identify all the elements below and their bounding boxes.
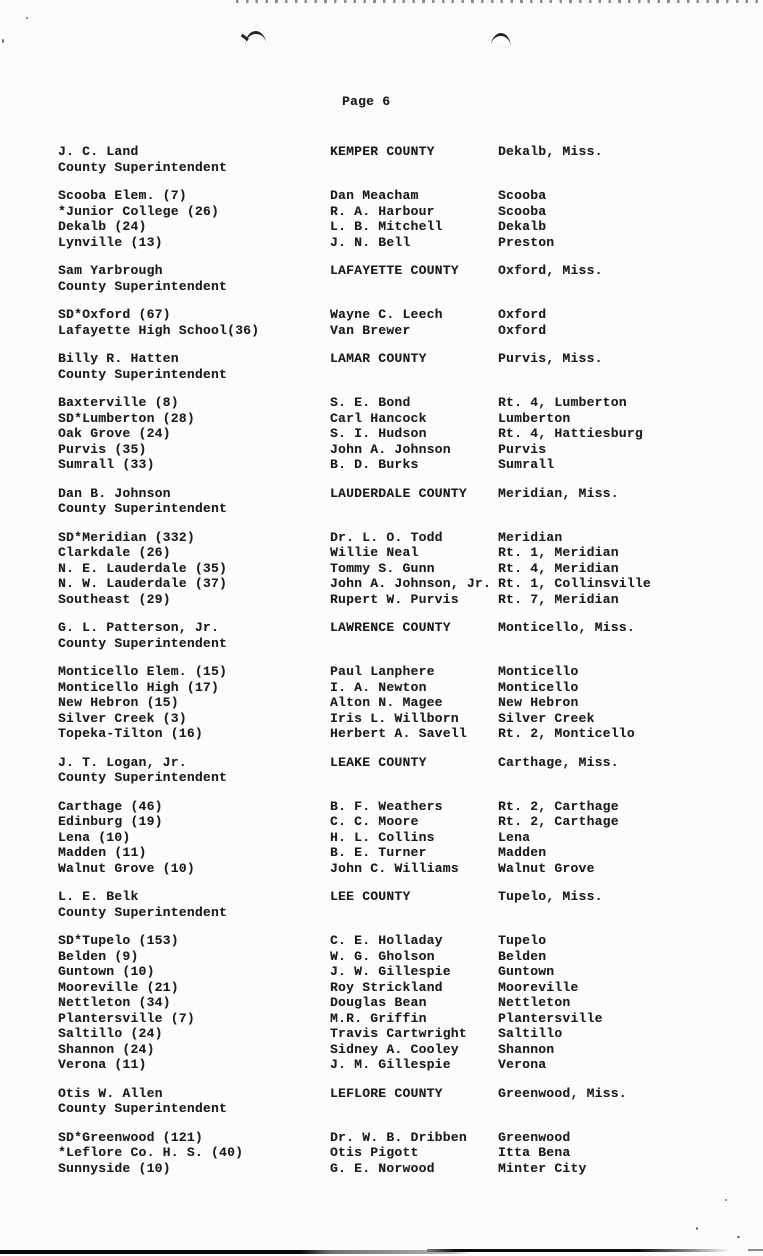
school-row xyxy=(0,426,763,442)
school-name: New Hebron (15) xyxy=(58,695,179,710)
superintendent-block xyxy=(0,755,763,786)
principal-name: B. F. Weathers xyxy=(330,798,443,814)
school-row xyxy=(0,995,763,1011)
superintendent-block xyxy=(0,1086,763,1117)
principal-name: Wayne C. Leech xyxy=(330,307,443,322)
principal-name: Travis Cartwright xyxy=(330,1026,467,1041)
school-row xyxy=(0,830,763,846)
school-row xyxy=(0,592,763,608)
school-name: SD*Oxford (67) xyxy=(58,307,171,322)
school-address: Rt. 1, Collinsville xyxy=(498,576,651,591)
school-address: Shannon xyxy=(498,1041,555,1057)
scan-speck xyxy=(696,1227,698,1230)
superintendent-title-row xyxy=(0,1101,763,1117)
school-name: Walnut Grove (10) xyxy=(58,860,195,876)
school-row xyxy=(0,799,763,815)
principal-name: Van Brewer xyxy=(330,322,411,338)
school-address: Purvis xyxy=(498,441,547,457)
principal-name: R. A. Harbour xyxy=(330,203,435,219)
school-address: Preston xyxy=(498,234,555,250)
county-seat: Carthage, Miss. xyxy=(498,754,619,770)
school-name: Edinburg (19) xyxy=(58,814,163,829)
county-group xyxy=(0,144,763,250)
school-row xyxy=(0,814,763,830)
school-name: Southeast (29) xyxy=(58,591,171,607)
principal-name: L. B. Mitchell xyxy=(330,219,443,234)
school-name: Sumrall (33) xyxy=(58,457,155,472)
county-name: LAUDERDALE COUNTY xyxy=(330,485,467,501)
principal-name: John A. Johnson, Jr. xyxy=(330,576,492,591)
school-row xyxy=(0,1130,763,1146)
superintendent-title-row xyxy=(0,501,763,517)
principal-name: H. L. Collins xyxy=(330,829,435,845)
school-address: Meridian xyxy=(498,529,563,545)
principal-name: Roy Strickland xyxy=(330,979,443,995)
pen-mark-arc-right xyxy=(491,32,512,47)
school-row xyxy=(0,1011,763,1027)
school-row xyxy=(0,545,763,561)
county-group xyxy=(0,351,763,473)
school-address: Minter City xyxy=(498,1160,587,1176)
school-list xyxy=(0,395,763,473)
principal-name: J. W. Gillespie xyxy=(330,964,451,979)
school-row xyxy=(0,845,763,861)
school-name: Nettleton (34) xyxy=(58,995,171,1010)
page-title: Page 6 xyxy=(342,94,391,109)
principal-name: Douglas Bean xyxy=(330,995,427,1010)
school-name: Saltillo (24) xyxy=(58,1026,163,1041)
school-address: Verona xyxy=(498,1057,547,1072)
school-address: Saltillo xyxy=(498,1026,563,1041)
superintendent-block xyxy=(0,263,763,294)
school-name: Baxterville (8) xyxy=(58,395,179,410)
county-name: KEMPER COUNTY xyxy=(330,144,435,159)
principal-name: S. I. Hudson xyxy=(330,426,427,441)
school-row xyxy=(0,1026,763,1042)
principal-name: Sidney A. Cooley xyxy=(330,1041,459,1057)
superintendent-title: County Superintendent xyxy=(58,1101,228,1116)
county-seat: Dekalb, Miss. xyxy=(498,144,603,159)
principal-name: John C. Williams xyxy=(330,860,459,876)
school-name: SD*Tupelo (153) xyxy=(58,933,179,948)
school-name: Scooba Elem. (7) xyxy=(58,188,187,203)
school-name: Belden (9) xyxy=(58,948,139,964)
principal-name: C. C. Moore xyxy=(330,814,419,829)
school-address: Rt. 1, Meridian xyxy=(498,545,619,560)
county-name: LEFLORE COUNTY xyxy=(330,1085,443,1101)
scan-speck xyxy=(2,39,4,43)
school-row xyxy=(0,411,763,427)
county-seat: Purvis, Miss. xyxy=(498,351,603,366)
principal-name: Otis Pigott xyxy=(330,1145,419,1160)
school-name: Purvis (35) xyxy=(58,441,147,457)
scan-speck xyxy=(26,17,28,19)
superintendent-title-row xyxy=(0,905,763,921)
bottom-scan-line xyxy=(0,1250,470,1254)
scan-speck xyxy=(737,1236,740,1238)
scan-speck xyxy=(725,1199,727,1201)
school-name: N. E. Lauderdale (35) xyxy=(58,560,228,576)
principal-name: John A. Johnson xyxy=(330,441,451,457)
principal-name: B. E. Turner xyxy=(330,845,427,860)
school-row xyxy=(0,323,763,339)
school-row xyxy=(0,726,763,742)
county-header-row xyxy=(0,620,763,636)
school-row xyxy=(0,576,763,592)
county-seat: Tupelo, Miss. xyxy=(498,889,603,904)
superintendent-name: Sam Yarbrough xyxy=(58,263,163,278)
school-row xyxy=(0,1161,763,1177)
school-address: Itta Bena xyxy=(498,1145,571,1160)
school-row xyxy=(0,980,763,996)
principal-name: Paul Lanphere xyxy=(330,664,435,679)
principal-name: Dr. W. B. Dribben xyxy=(330,1129,467,1145)
superintendent-block xyxy=(0,486,763,517)
principal-name: Dan Meacham xyxy=(330,188,419,203)
school-address: Nettleton xyxy=(498,995,571,1010)
superintendent-title-row xyxy=(0,279,763,295)
bottom-scan-line xyxy=(748,1249,763,1251)
county-name: LAFAYETTE COUNTY xyxy=(330,263,459,278)
school-list xyxy=(0,530,763,608)
school-address: Mooreville xyxy=(498,979,579,995)
school-address: Oxford xyxy=(498,322,547,338)
school-address: Rt. 2, Monticello xyxy=(498,726,635,741)
county-group xyxy=(0,755,763,877)
school-row xyxy=(0,235,763,251)
school-name: Verona (11) xyxy=(58,1057,147,1072)
school-list xyxy=(0,799,763,877)
bottom-scan-line xyxy=(427,1249,730,1252)
school-address: Rt. 2, Carthage xyxy=(498,798,619,814)
principal-name: I. A. Newton xyxy=(330,679,427,695)
superintendent-name: J. C. Land xyxy=(58,144,139,159)
principal-name: S. E. Bond xyxy=(330,395,411,410)
school-name: Silver Creek (3) xyxy=(58,710,187,726)
superintendent-title: County Superintendent xyxy=(58,366,228,382)
school-name: N. W. Lauderdale (37) xyxy=(58,576,228,591)
county-header-row xyxy=(0,755,763,771)
school-name: Mooreville (21) xyxy=(58,979,179,995)
school-name: Carthage (46) xyxy=(58,798,163,814)
superintendent-title-row xyxy=(0,160,763,176)
county-group xyxy=(0,889,763,1073)
county-name: LAMAR COUNTY xyxy=(330,351,427,366)
superintendent-title: County Superintendent xyxy=(58,770,228,785)
school-address: Belden xyxy=(498,948,547,964)
county-group xyxy=(0,620,763,742)
school-row xyxy=(0,964,763,980)
school-address: Tupelo xyxy=(498,933,547,948)
school-name: Lafayette High School(36) xyxy=(58,322,260,338)
directory xyxy=(0,144,763,1189)
principal-name: M.R. Griffin xyxy=(330,1010,427,1026)
school-row xyxy=(0,1042,763,1058)
pen-mark-arc-left xyxy=(244,30,266,46)
school-address: Rt. 4, Lumberton xyxy=(498,395,627,410)
school-name: Dekalb (24) xyxy=(58,219,147,234)
school-name: Guntown (10) xyxy=(58,964,155,979)
county-header-row xyxy=(0,486,763,502)
school-address: Madden xyxy=(498,845,547,860)
principal-name: B. D. Burks xyxy=(330,457,419,472)
school-name: Monticello Elem. (15) xyxy=(58,664,228,679)
school-name: SD*Meridian (332) xyxy=(58,529,195,545)
county-seat: Greenwood, Miss. xyxy=(498,1085,627,1101)
principal-name: J. N. Bell xyxy=(330,234,411,250)
school-address: Sumrall xyxy=(498,457,555,472)
county-header-row xyxy=(0,263,763,279)
principal-name: W. G. Gholson xyxy=(330,948,435,964)
school-address: Lumberton xyxy=(498,410,571,426)
county-name: LEE COUNTY xyxy=(330,889,411,904)
county-header-row xyxy=(0,144,763,160)
superintendent-title-row xyxy=(0,770,763,786)
school-row xyxy=(0,664,763,680)
principal-name: Alton N. Magee xyxy=(330,695,443,710)
school-list xyxy=(0,664,763,742)
superintendent-name: Dan B. Johnson xyxy=(58,485,171,501)
principal-name: C. E. Holladay xyxy=(330,933,443,948)
superintendent-title: County Superintendent xyxy=(58,278,228,294)
principal-name: Willie Neal xyxy=(330,545,419,560)
superintendent-block xyxy=(0,144,763,175)
school-name: Shannon (24) xyxy=(58,1041,155,1057)
principal-name: J. M. Gillespie xyxy=(330,1057,451,1072)
school-name: SD*Greenwood (121) xyxy=(58,1129,203,1145)
superintendent-name: Billy R. Hatten xyxy=(58,351,179,366)
school-name: Topeka-Tilton (16) xyxy=(58,726,203,741)
county-seat: Meridian, Miss. xyxy=(498,485,619,501)
county-group xyxy=(0,1086,763,1177)
school-name: Lena (10) xyxy=(58,829,131,845)
superintendent-block xyxy=(0,351,763,382)
school-name: Madden (11) xyxy=(58,845,147,860)
school-row xyxy=(0,307,763,323)
school-row xyxy=(0,711,763,727)
school-row xyxy=(0,204,763,220)
superintendent-title: County Superintendent xyxy=(58,635,228,651)
school-address: Dekalb xyxy=(498,219,547,234)
superintendent-title-row xyxy=(0,367,763,383)
county-seat: Oxford, Miss. xyxy=(498,263,603,278)
superintendent-name: Otis W. Allen xyxy=(58,1085,163,1101)
school-name: Sunnyside (10) xyxy=(58,1160,171,1176)
school-row xyxy=(0,219,763,235)
school-list xyxy=(0,188,763,250)
school-list xyxy=(0,1130,763,1177)
county-name: LAWRENCE COUNTY xyxy=(330,620,451,635)
superintendent-title-row xyxy=(0,636,763,652)
school-address: Oxford xyxy=(498,307,547,322)
school-row xyxy=(0,188,763,204)
school-row xyxy=(0,680,763,696)
school-address: Greenwood xyxy=(498,1129,571,1145)
superintendent-title: County Superintendent xyxy=(58,904,228,920)
school-row xyxy=(0,1057,763,1073)
school-row xyxy=(0,1145,763,1161)
superintendent-block xyxy=(0,620,763,651)
principal-name: Iris L. Willborn xyxy=(330,710,459,726)
principal-name: Tommy S. Gunn xyxy=(330,560,435,576)
school-list xyxy=(0,307,763,338)
school-address: Rt. 2, Carthage xyxy=(498,814,619,829)
school-name: Clarkdale (26) xyxy=(58,545,171,560)
principal-name: Rupert W. Purvis xyxy=(330,591,459,607)
county-group xyxy=(0,263,763,338)
school-address: New Hebron xyxy=(498,695,579,710)
superintendent-name: G. L. Patterson, Jr. xyxy=(58,620,220,635)
school-address: Scooba xyxy=(498,188,547,203)
school-address: Rt. 4, Hattiesburg xyxy=(498,426,643,441)
school-name: *Junior College (26) xyxy=(58,203,220,219)
school-name: *Leflore Co. H. S. (40) xyxy=(58,1145,244,1160)
school-name: Lynville (13) xyxy=(58,234,163,250)
principal-name: Dr. L. O. Todd xyxy=(330,529,443,545)
school-row xyxy=(0,457,763,473)
school-list xyxy=(0,933,763,1073)
school-row xyxy=(0,442,763,458)
superintendent-block xyxy=(0,889,763,920)
school-address: Monticello xyxy=(498,679,579,695)
county-header-row xyxy=(0,1086,763,1102)
school-row xyxy=(0,395,763,411)
school-row xyxy=(0,933,763,949)
school-row xyxy=(0,561,763,577)
school-address: Monticello xyxy=(498,664,579,679)
county-seat: Monticello, Miss. xyxy=(498,620,635,635)
superintendent-title: County Superintendent xyxy=(58,501,228,516)
county-header-row xyxy=(0,351,763,367)
school-name: SD*Lumberton (28) xyxy=(58,410,195,426)
county-group xyxy=(0,486,763,608)
superintendent-title: County Superintendent xyxy=(58,159,228,175)
perforation-dots xyxy=(236,0,763,3)
school-address: Scooba xyxy=(498,203,547,219)
school-row xyxy=(0,949,763,965)
school-address: Guntown xyxy=(498,964,555,979)
school-address: Silver Creek xyxy=(498,710,595,726)
school-row xyxy=(0,695,763,711)
school-name: Oak Grove (24) xyxy=(58,426,171,441)
school-address: Plantersville xyxy=(498,1010,603,1026)
principal-name: G. E. Norwood xyxy=(330,1160,435,1176)
county-name: LEAKE COUNTY xyxy=(330,754,427,770)
principal-name: Herbert A. Savell xyxy=(330,726,467,741)
school-address: Lena xyxy=(498,829,531,845)
superintendent-name: J. T. Logan, Jr. xyxy=(58,754,187,770)
school-address: Rt. 4, Meridian xyxy=(498,560,619,576)
superintendent-name: L. E. Belk xyxy=(58,889,139,904)
school-name: Plantersville (7) xyxy=(58,1010,195,1026)
school-name: Monticello High (17) xyxy=(58,679,220,695)
school-row xyxy=(0,530,763,546)
school-row xyxy=(0,861,763,877)
county-header-row xyxy=(0,889,763,905)
school-address: Walnut Grove xyxy=(498,860,595,876)
school-address: Rt. 7, Meridian xyxy=(498,591,619,607)
principal-name: Carl Hancock xyxy=(330,410,427,426)
